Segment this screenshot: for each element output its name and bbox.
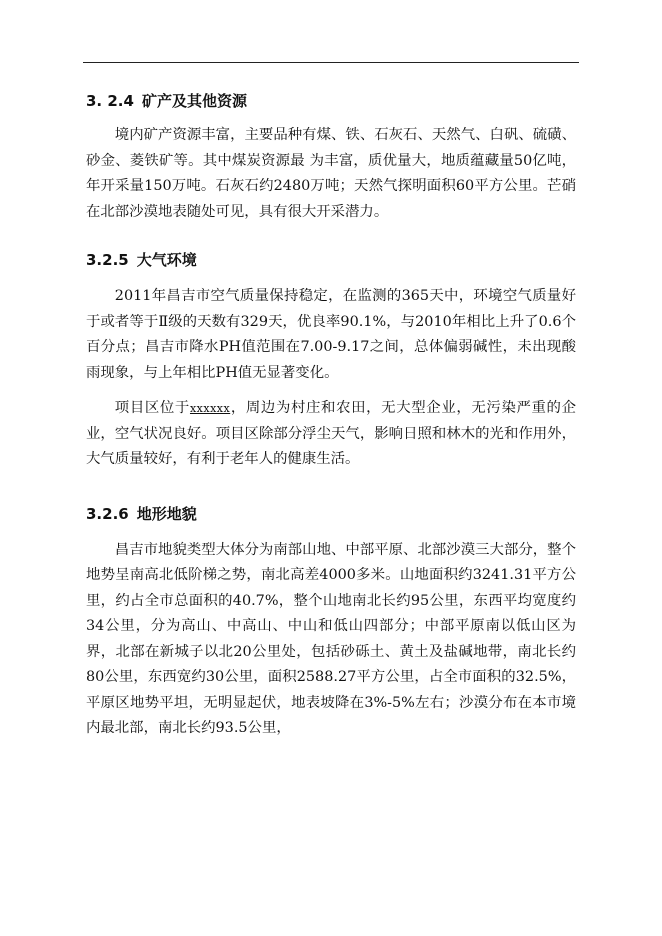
section-title: 大气环境: [136, 251, 197, 269]
paragraph-mineral-resources: 境内矿产资源丰富，主要品种有煤、铁、石灰石、天然气、白矾、硫磺、砂金、菱铁矿等。其中煤炭资源最 为丰富，质优量大，地质蕴藏量50亿吨，年开采量150万吨。石灰石约2480万吨；天然气探明面积60平方公里。芒硝在北部沙漠地表随处可见，具有很大开采潜力。: [86, 127, 576, 220]
paragraph-project-area-air: [86, 396, 576, 473]
masked-location: xxxxxx: [189, 402, 231, 415]
paragraph-suffix: ，周边为村庄和农田，无大型企业，无污染严重的企业，空气状况良好。项目区除部分浮尘天气，影响日照和林木的光和作用外，大气质量较好，有利于老年人的健康生活。: [86, 400, 576, 467]
section-heading-topography: [86, 501, 576, 527]
section-number: 3.2.5: [86, 251, 129, 269]
paragraph-topography: 昌吉市地貌类型大体分为南部山地、中部平原、北部沙漠三大部分，整个地势呈南高北低阶梯之势，南北高差4000多米。山地面积约3241.31平方公里，约占全市总面积的40.7%，整个山地南北长约95公里，东西平均宽度约34公里，分为高山、中高山、中山和低山四部分；中部平原南以低山区为界，北部在新城子以北20公里处，包括砂砾土、黄土及盐碱地带，南北长约80公里，东西宽约30公里，面积2588.27平方公里，占全市面积的32.5%，平原区地势平坦，无明显起伏，地表坡降在3%-5%左右；沙漠分布在本市境内最北部，南北长约93.5公里，: [86, 541, 576, 736]
section-heading-atmosphere: [86, 247, 576, 273]
document-body: [86, 88, 576, 742]
section-title: 地形地貌: [136, 504, 197, 523]
paragraph-prefix: 项目区位于: [114, 400, 190, 416]
section-number: 3. 2.4: [86, 92, 134, 110]
header-rule: [83, 62, 579, 63]
paragraph-air-quality: 2011年昌吉市空气质量保持稳定，在监测的365天中，环境空气质量好于或者等于Ⅱ级的天数有329天，优良率90.1%，与2010年相比上升了0.6个百分点；昌吉市降水PH值范围在7.00-9.17之间，总体偏弱碱性，未出现酸雨现象，与上年相比PH值无显著变化。: [86, 288, 576, 381]
section-heading-mineral-resources: [86, 88, 576, 114]
section-title: 矿产及其他资源: [141, 92, 247, 110]
section-number: 3.2.6: [86, 504, 129, 523]
